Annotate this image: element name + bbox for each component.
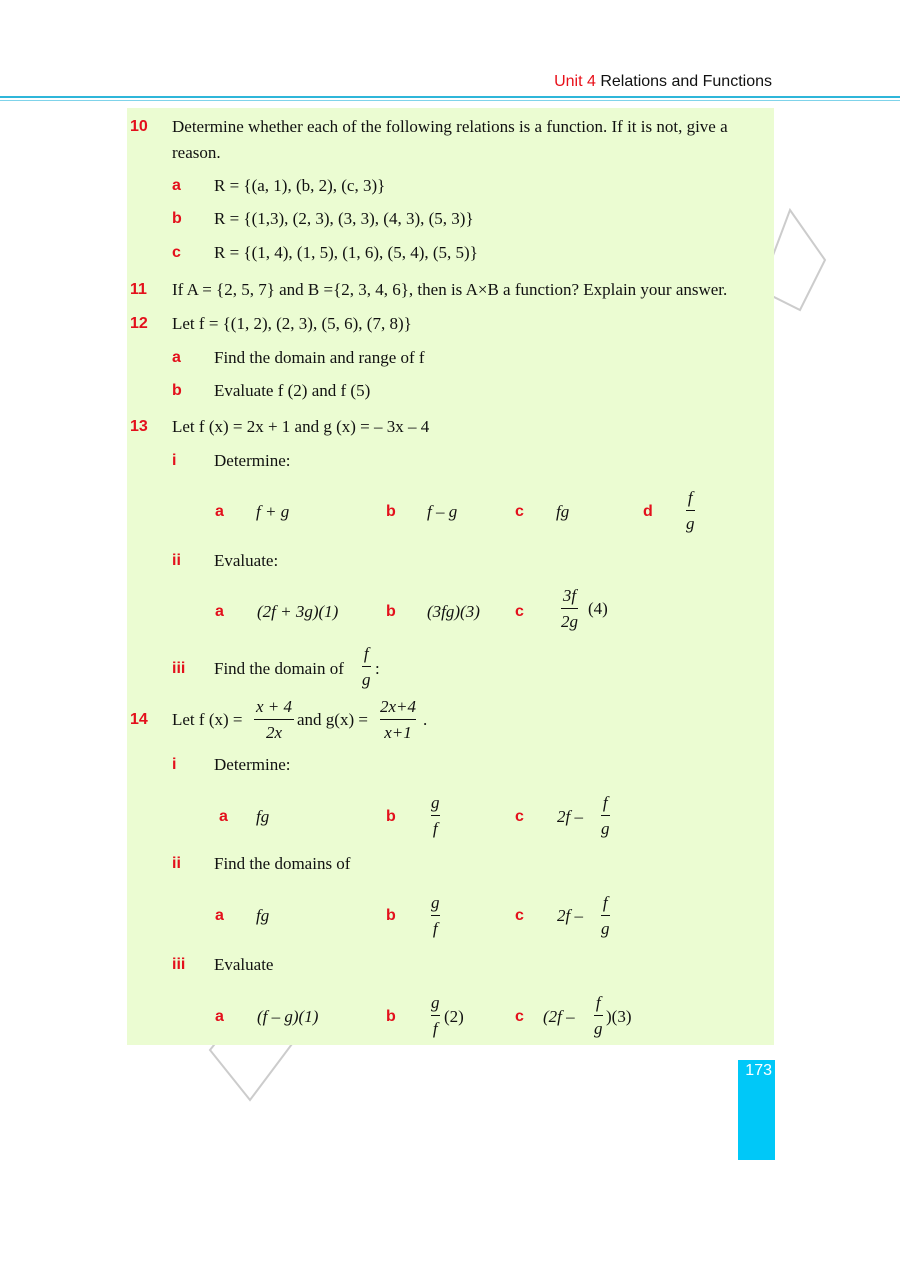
item-suffix: )(3) <box>606 1007 632 1026</box>
unit-label: Unit 4 <box>554 73 596 90</box>
item-expr: f – g <box>427 502 458 521</box>
fraction <box>431 793 440 838</box>
denominator: x+1 <box>384 723 412 742</box>
denominator: f <box>432 919 438 938</box>
item-label: a <box>219 808 228 825</box>
part-text: Evaluate: <box>214 551 279 570</box>
part-label: ii <box>172 855 181 872</box>
question-text-end: . <box>423 710 428 729</box>
part-text: Evaluate <box>214 955 274 974</box>
question-number: 10 <box>130 118 148 135</box>
item-label: c <box>172 244 181 261</box>
question-text: If A = {2, 5, 7} and B ={2, 3, 4, 6}, then is A×B a function? Explain your answer. <box>172 280 728 299</box>
fraction <box>431 893 440 938</box>
question-text: Let f (x) = 2x + 1 and g (x) = – 3x – 4 <box>172 417 430 436</box>
item-label: b <box>386 808 396 825</box>
numerator: f <box>602 893 608 912</box>
numerator: f <box>363 644 369 663</box>
item-expr: (2f – <box>543 1007 575 1026</box>
fraction <box>431 993 440 1038</box>
question-text-mid: and g(x) = <box>297 710 368 729</box>
fraction <box>594 993 603 1038</box>
part-label: i <box>172 452 177 469</box>
question-text: Let f (x) = <box>172 710 243 729</box>
item-label: a <box>215 1008 224 1025</box>
fraction <box>601 893 610 938</box>
item-expr: (f – g)(1) <box>257 1007 319 1026</box>
header-rule <box>0 96 900 98</box>
page-number: 173 <box>745 1062 772 1079</box>
running-header <box>554 73 772 91</box>
denominator: 2g <box>561 612 578 631</box>
numerator: f <box>602 793 608 812</box>
item-label: c <box>515 1008 524 1025</box>
item-text: R = {(1,3), (2, 3), (3, 3), (4, 3), (5, 3)} <box>214 209 474 228</box>
item-text: R = {(a, 1), (b, 2), (c, 3)} <box>214 176 386 195</box>
item-expr: fg <box>256 906 270 925</box>
item-label: b <box>386 503 396 520</box>
numerator: g <box>431 993 440 1012</box>
question-number: 13 <box>130 418 148 435</box>
denominator: g <box>601 819 610 838</box>
item-label: d <box>643 503 653 520</box>
fraction <box>380 697 416 742</box>
fraction <box>254 697 294 742</box>
chapter-title: Relations and Functions <box>600 73 772 90</box>
part-text: Determine: <box>214 755 291 774</box>
item-expr: 2f – <box>557 807 583 826</box>
question-text-cont: reason. <box>172 143 221 162</box>
part-text: Find the domains of <box>214 854 351 873</box>
fraction <box>601 793 610 838</box>
item-label: a <box>215 907 224 924</box>
part-text: Determine: <box>214 451 291 470</box>
part-suffix: : <box>375 659 380 678</box>
item-label: b <box>172 210 182 227</box>
item-expr: fg <box>256 807 270 826</box>
item-label: a <box>215 503 224 520</box>
question-number: 12 <box>130 315 148 332</box>
fraction <box>362 644 371 689</box>
item-label: a <box>215 603 224 620</box>
part-label: iii <box>172 660 186 677</box>
item-expr: fg <box>556 502 570 521</box>
item-label: c <box>515 808 524 825</box>
item-label: c <box>515 603 524 620</box>
numerator: f <box>687 488 693 507</box>
item-expr: (2f + 3g)(1) <box>257 602 339 621</box>
item-label: b <box>386 907 396 924</box>
part-label: ii <box>172 552 181 569</box>
item-suffix: (4) <box>588 599 608 618</box>
denominator: 2x <box>265 723 283 742</box>
item-label: b <box>386 603 396 620</box>
numerator: x + 4 <box>255 697 293 716</box>
part-text: Find the domain of <box>214 659 344 678</box>
item-expr: (3fg)(3) <box>427 602 480 621</box>
denominator: g <box>686 514 695 533</box>
denominator: g <box>594 1019 603 1038</box>
part-label: iii <box>172 956 186 973</box>
item-text: Find the domain and range of f <box>214 348 425 367</box>
item-label: b <box>172 382 182 399</box>
item-label: a <box>172 349 181 366</box>
question-number: 11 <box>130 281 147 298</box>
item-label: c <box>515 907 524 924</box>
question-text: Let f = {(1, 2), (2, 3), (5, 6), (7, 8)} <box>172 314 412 333</box>
numerator: g <box>431 893 440 912</box>
part-label: i <box>172 756 177 773</box>
question-number: 14 <box>130 711 148 728</box>
numerator: f <box>595 993 601 1012</box>
fraction <box>561 586 578 631</box>
header-rule-thin <box>0 100 900 101</box>
item-text: Evaluate f (2) and f (5) <box>214 381 371 400</box>
numerator: g <box>431 793 440 812</box>
item-label: b <box>386 1008 396 1025</box>
question-text: Determine whether each of the following relations is a function. If it is not, give a <box>172 117 728 136</box>
item-expr: f + g <box>256 502 290 521</box>
fraction <box>686 488 695 533</box>
item-expr: 2f – <box>557 906 583 925</box>
item-suffix: (2) <box>444 1007 464 1026</box>
denominator: f <box>432 1019 438 1038</box>
numerator: 3f <box>562 586 577 605</box>
page-number-tab <box>738 1060 775 1160</box>
numerator: 2x+4 <box>380 697 417 716</box>
denominator: g <box>362 670 371 689</box>
denominator: f <box>432 819 438 838</box>
denominator: g <box>601 919 610 938</box>
item-text: R = {(1, 4), (1, 5), (1, 6), (5, 4), (5, 5)} <box>214 243 478 262</box>
item-label: a <box>172 177 181 194</box>
item-label: c <box>515 503 524 520</box>
